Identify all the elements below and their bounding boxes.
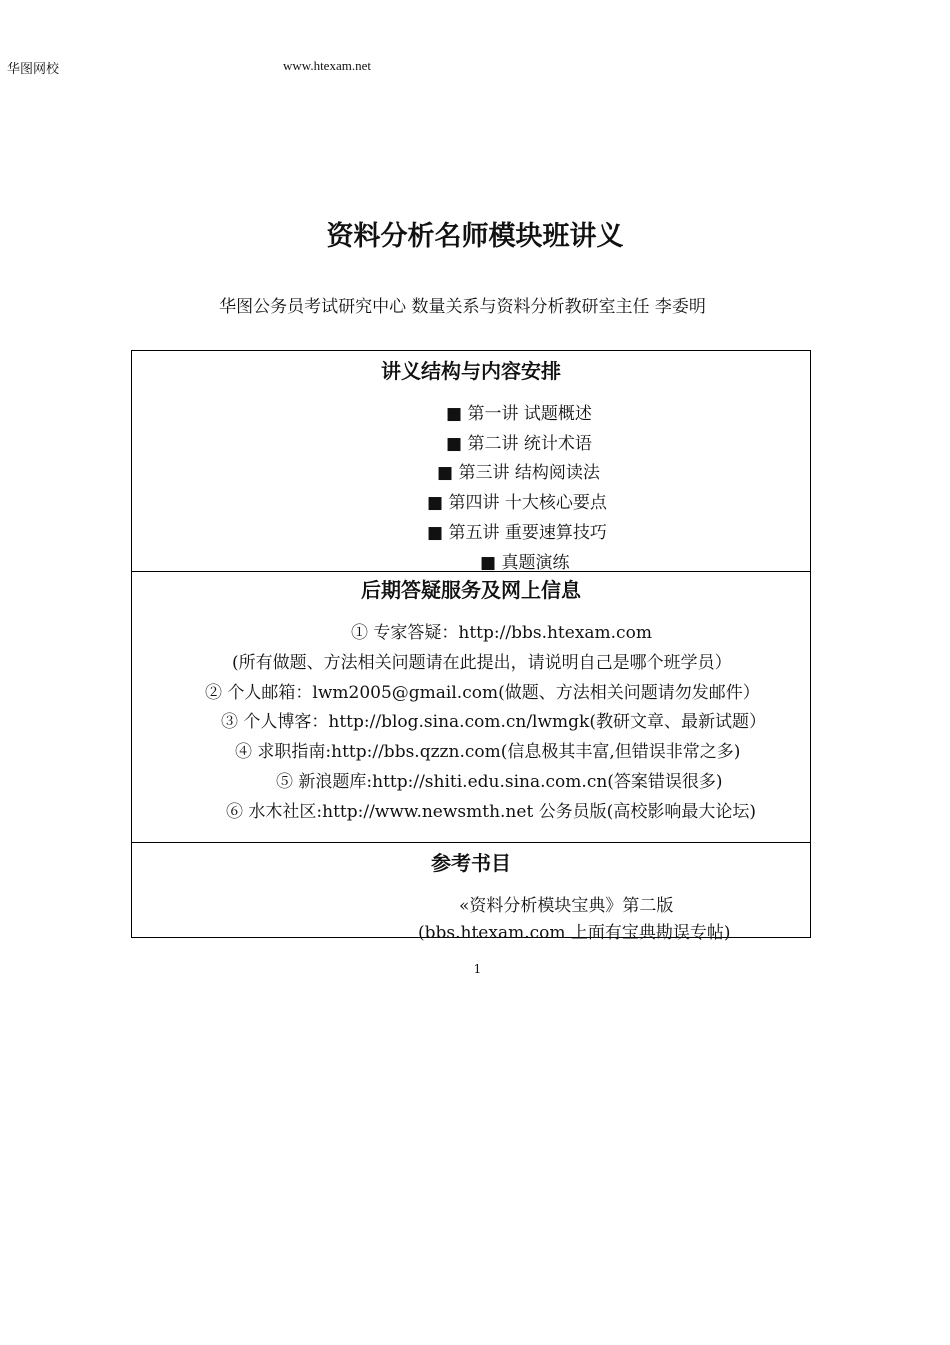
header-org: 华图网校 — [7, 62, 60, 77]
header-url: www.htexam.net — [283, 58, 371, 73]
service-line: ③ 个人博客：http://blog.sina.com.cn/lwmgk(教研文章、最新试题） — [221, 712, 766, 732]
page-number: 1 — [473, 962, 482, 976]
service-heading: 后期答疑服务及网上信息 — [361, 578, 581, 602]
book-title: «资料分析模块宝典》第二版 — [459, 896, 674, 916]
structure-heading: 讲义结构与内容安排 — [381, 359, 561, 383]
page-title: 资料分析名师模块班讲义 — [326, 221, 624, 252]
books-section — [132, 843, 810, 943]
structure-item: ■ 真题演练 — [480, 553, 570, 573]
structure-item: ■ 第五讲 重要速算技巧 — [427, 523, 607, 543]
book-note: (bbs.htexam.com 上面有宝典勘误专帖) — [418, 923, 731, 943]
service-line: ④ 求职指南:http://bbs.qzzn.com(信息极其丰富,但错误非常之多) — [235, 742, 741, 762]
service-line: (所有做题、方法相关问题请在此提出，请说明自己是哪个班学员） — [232, 653, 732, 673]
service-section — [132, 572, 810, 843]
service-line: ① 专家答疑：http://bbs.htexam.com — [351, 623, 652, 643]
service-line: ② 个人邮箱：lwm2005@gmail.com(做题、方法相关问题请勿发邮件） — [205, 683, 760, 703]
structure-item: ■ 第一讲 试题概述 — [446, 404, 592, 424]
structure-item: ■ 第三讲 结构阅读法 — [437, 463, 600, 483]
content-table — [131, 350, 811, 943]
author-line: 华图公务员考试研究中心 数量关系与资料分析教研室主任 李委明 — [219, 297, 706, 317]
books-heading: 参考书目 — [431, 851, 511, 875]
service-line: ⑤ 新浪题库:http://shiti.edu.sina.com.cn(答案错误很多) — [276, 772, 723, 792]
structure-section — [132, 351, 810, 572]
service-line: ⑥ 水木社区:http://www.newsmth.net 公务员版(高校影响最大论坛) — [226, 802, 756, 822]
structure-item: ■ 第二讲 统计术语 — [446, 434, 592, 454]
structure-item: ■ 第四讲 十大核心要点 — [427, 493, 607, 513]
